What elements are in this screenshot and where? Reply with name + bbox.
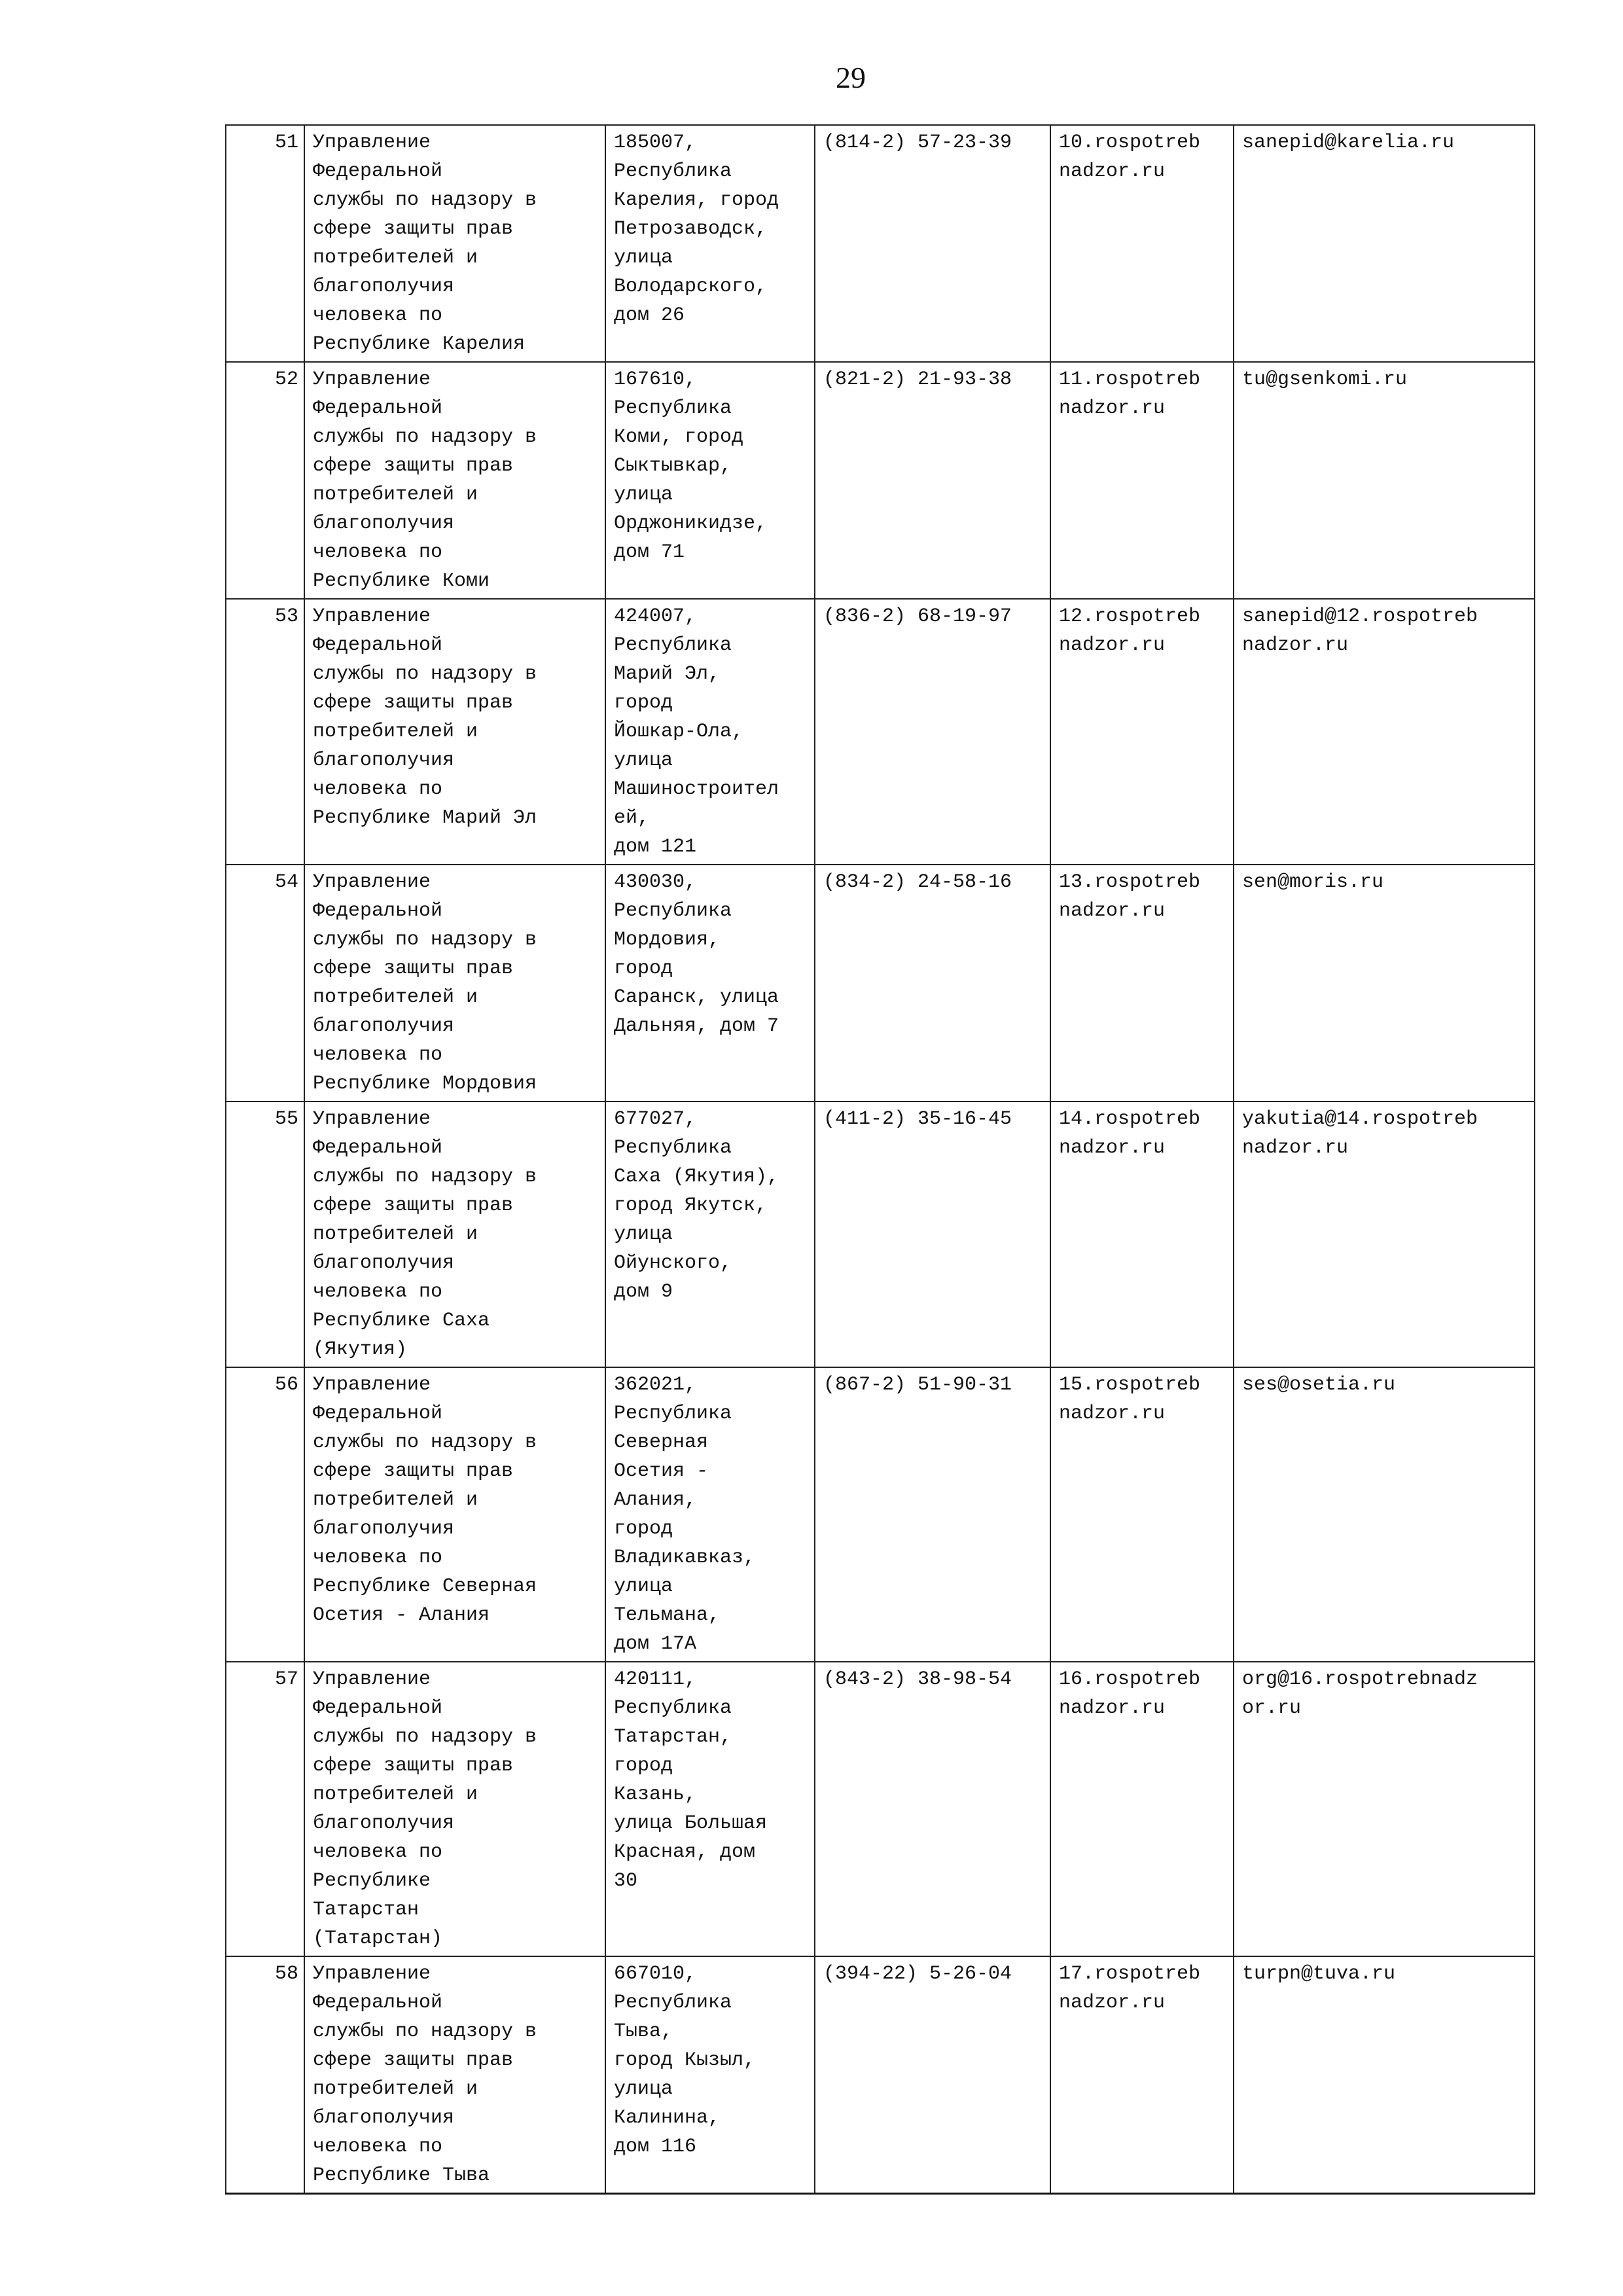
agency-address: 185007, Республика Карелия, город Петрозаводск, улица Володарского, дом 26 [605, 125, 815, 362]
agency-contacts-table [225, 124, 1535, 2195]
agency-phone: (834-2) 24-58-16 [815, 865, 1050, 1102]
agency-website: 16.rospotreb nadzor.ru [1050, 1662, 1234, 1956]
agency-phone: (394-22) 5-26-04 [815, 1956, 1050, 2194]
row-number: 51 [226, 125, 304, 362]
agency-phone: (814-2) 57-23-39 [815, 125, 1050, 362]
agency-address: 667010, Республика Тыва, город Кызыл, улица Калинина, дом 116 [605, 1956, 815, 2194]
agency-address: 424007, Республика Марий Эл, город Йошкар-Ола, улица Машиностроител ей, дом 121 [605, 599, 815, 865]
agency-website: 10.rospotreb nadzor.ru [1050, 125, 1234, 362]
row-number: 57 [226, 1662, 304, 1956]
table-row [226, 1367, 1535, 1662]
agency-website: 15.rospotreb nadzor.ru [1050, 1367, 1234, 1662]
agency-website: 13.rospotreb nadzor.ru [1050, 865, 1234, 1102]
agency-email: org@16.rospotrebnadz or.ru [1234, 1662, 1535, 1956]
row-number: 52 [226, 362, 304, 599]
row-number: 56 [226, 1367, 304, 1662]
table-row [226, 125, 1535, 362]
agency-name: Управление Федеральной службы по надзору в сфере защиты прав потребителей и благополучия человека по Республике Карелия [304, 125, 605, 362]
row-number: 58 [226, 1956, 304, 2194]
table-row [226, 362, 1535, 599]
agency-website: 14.rospotreb nadzor.ru [1050, 1102, 1234, 1367]
agency-name: Управление Федеральной службы по надзору в сфере защиты прав потребителей и благополучия человека по Республике Мордовия [304, 865, 605, 1102]
agency-website: 11.rospotreb nadzor.ru [1050, 362, 1234, 599]
table-row [226, 1956, 1535, 2194]
table-row [226, 865, 1535, 1102]
agency-phone: (411-2) 35-16-45 [815, 1102, 1050, 1367]
agency-email: tu@gsenkomi.ru [1234, 362, 1535, 599]
table-row [226, 1662, 1535, 1956]
agency-website: 17.rospotreb nadzor.ru [1050, 1956, 1234, 2194]
row-number: 53 [226, 599, 304, 865]
table-row [226, 1102, 1535, 1367]
agency-phone: (836-2) 68-19-97 [815, 599, 1050, 865]
agency-address: 420111, Республика Татарстан, город Казань, улица Большая Красная, дом 30 [605, 1662, 815, 1956]
agency-name: Управление Федеральной службы по надзору в сфере защиты прав потребителей и благополучия человека по Республике Коми [304, 362, 605, 599]
row-number: 54 [226, 865, 304, 1102]
agency-email: yakutia@14.rospotreb nadzor.ru [1234, 1102, 1535, 1367]
agency-email: sanepid@karelia.ru [1234, 125, 1535, 362]
agency-name: Управление Федеральной службы по надзору в сфере защиты прав потребителей и благополучия человека по Республике Тыва [304, 1956, 605, 2194]
agency-phone: (821-2) 21-93-38 [815, 362, 1050, 599]
agency-email: sen@moris.ru [1234, 865, 1535, 1102]
agency-website: 12.rospotreb nadzor.ru [1050, 599, 1234, 865]
agency-phone: (843-2) 38-98-54 [815, 1662, 1050, 1956]
row-number: 55 [226, 1102, 304, 1367]
agency-name: Управление Федеральной службы по надзору в сфере защиты прав потребителей и благополучия человека по Республике Северная Осетия - Алания [304, 1367, 605, 1662]
agency-phone: (867-2) 51-90-31 [815, 1367, 1050, 1662]
table-row [226, 599, 1535, 865]
agency-name: Управление Федеральной службы по надзору в сфере защиты прав потребителей и благополучия человека по Республике Саха (Якутия) [304, 1102, 605, 1367]
agency-email: ses@osetia.ru [1234, 1367, 1535, 1662]
agency-address: 677027, Республика Саха (Якутия), город Якутск, улица Ойунского, дом 9 [605, 1102, 815, 1367]
agency-name: Управление Федеральной службы по надзору в сфере защиты прав потребителей и благополучия человека по Республике Татарстан (Татарстан) [304, 1662, 605, 1956]
page-number: 29 [836, 61, 866, 94]
agency-address: 430030, Республика Мордовия, город Саранск, улица Дальняя, дом 7 [605, 865, 815, 1102]
agency-address: 167610, Республика Коми, город Сыктывкар, улица Орджоникидзе, дом 71 [605, 362, 815, 599]
agency-email: sanepid@12.rospotreb nadzor.ru [1234, 599, 1535, 865]
agency-address: 362021, Республика Северная Осетия - Алания, город Владикавказ, улица Тельмана, дом 17А [605, 1367, 815, 1662]
agency-name: Управление Федеральной службы по надзору в сфере защиты прав потребителей и благополучия человека по Республике Марий Эл [304, 599, 605, 865]
agency-email: turpn@tuva.ru [1234, 1956, 1535, 2194]
